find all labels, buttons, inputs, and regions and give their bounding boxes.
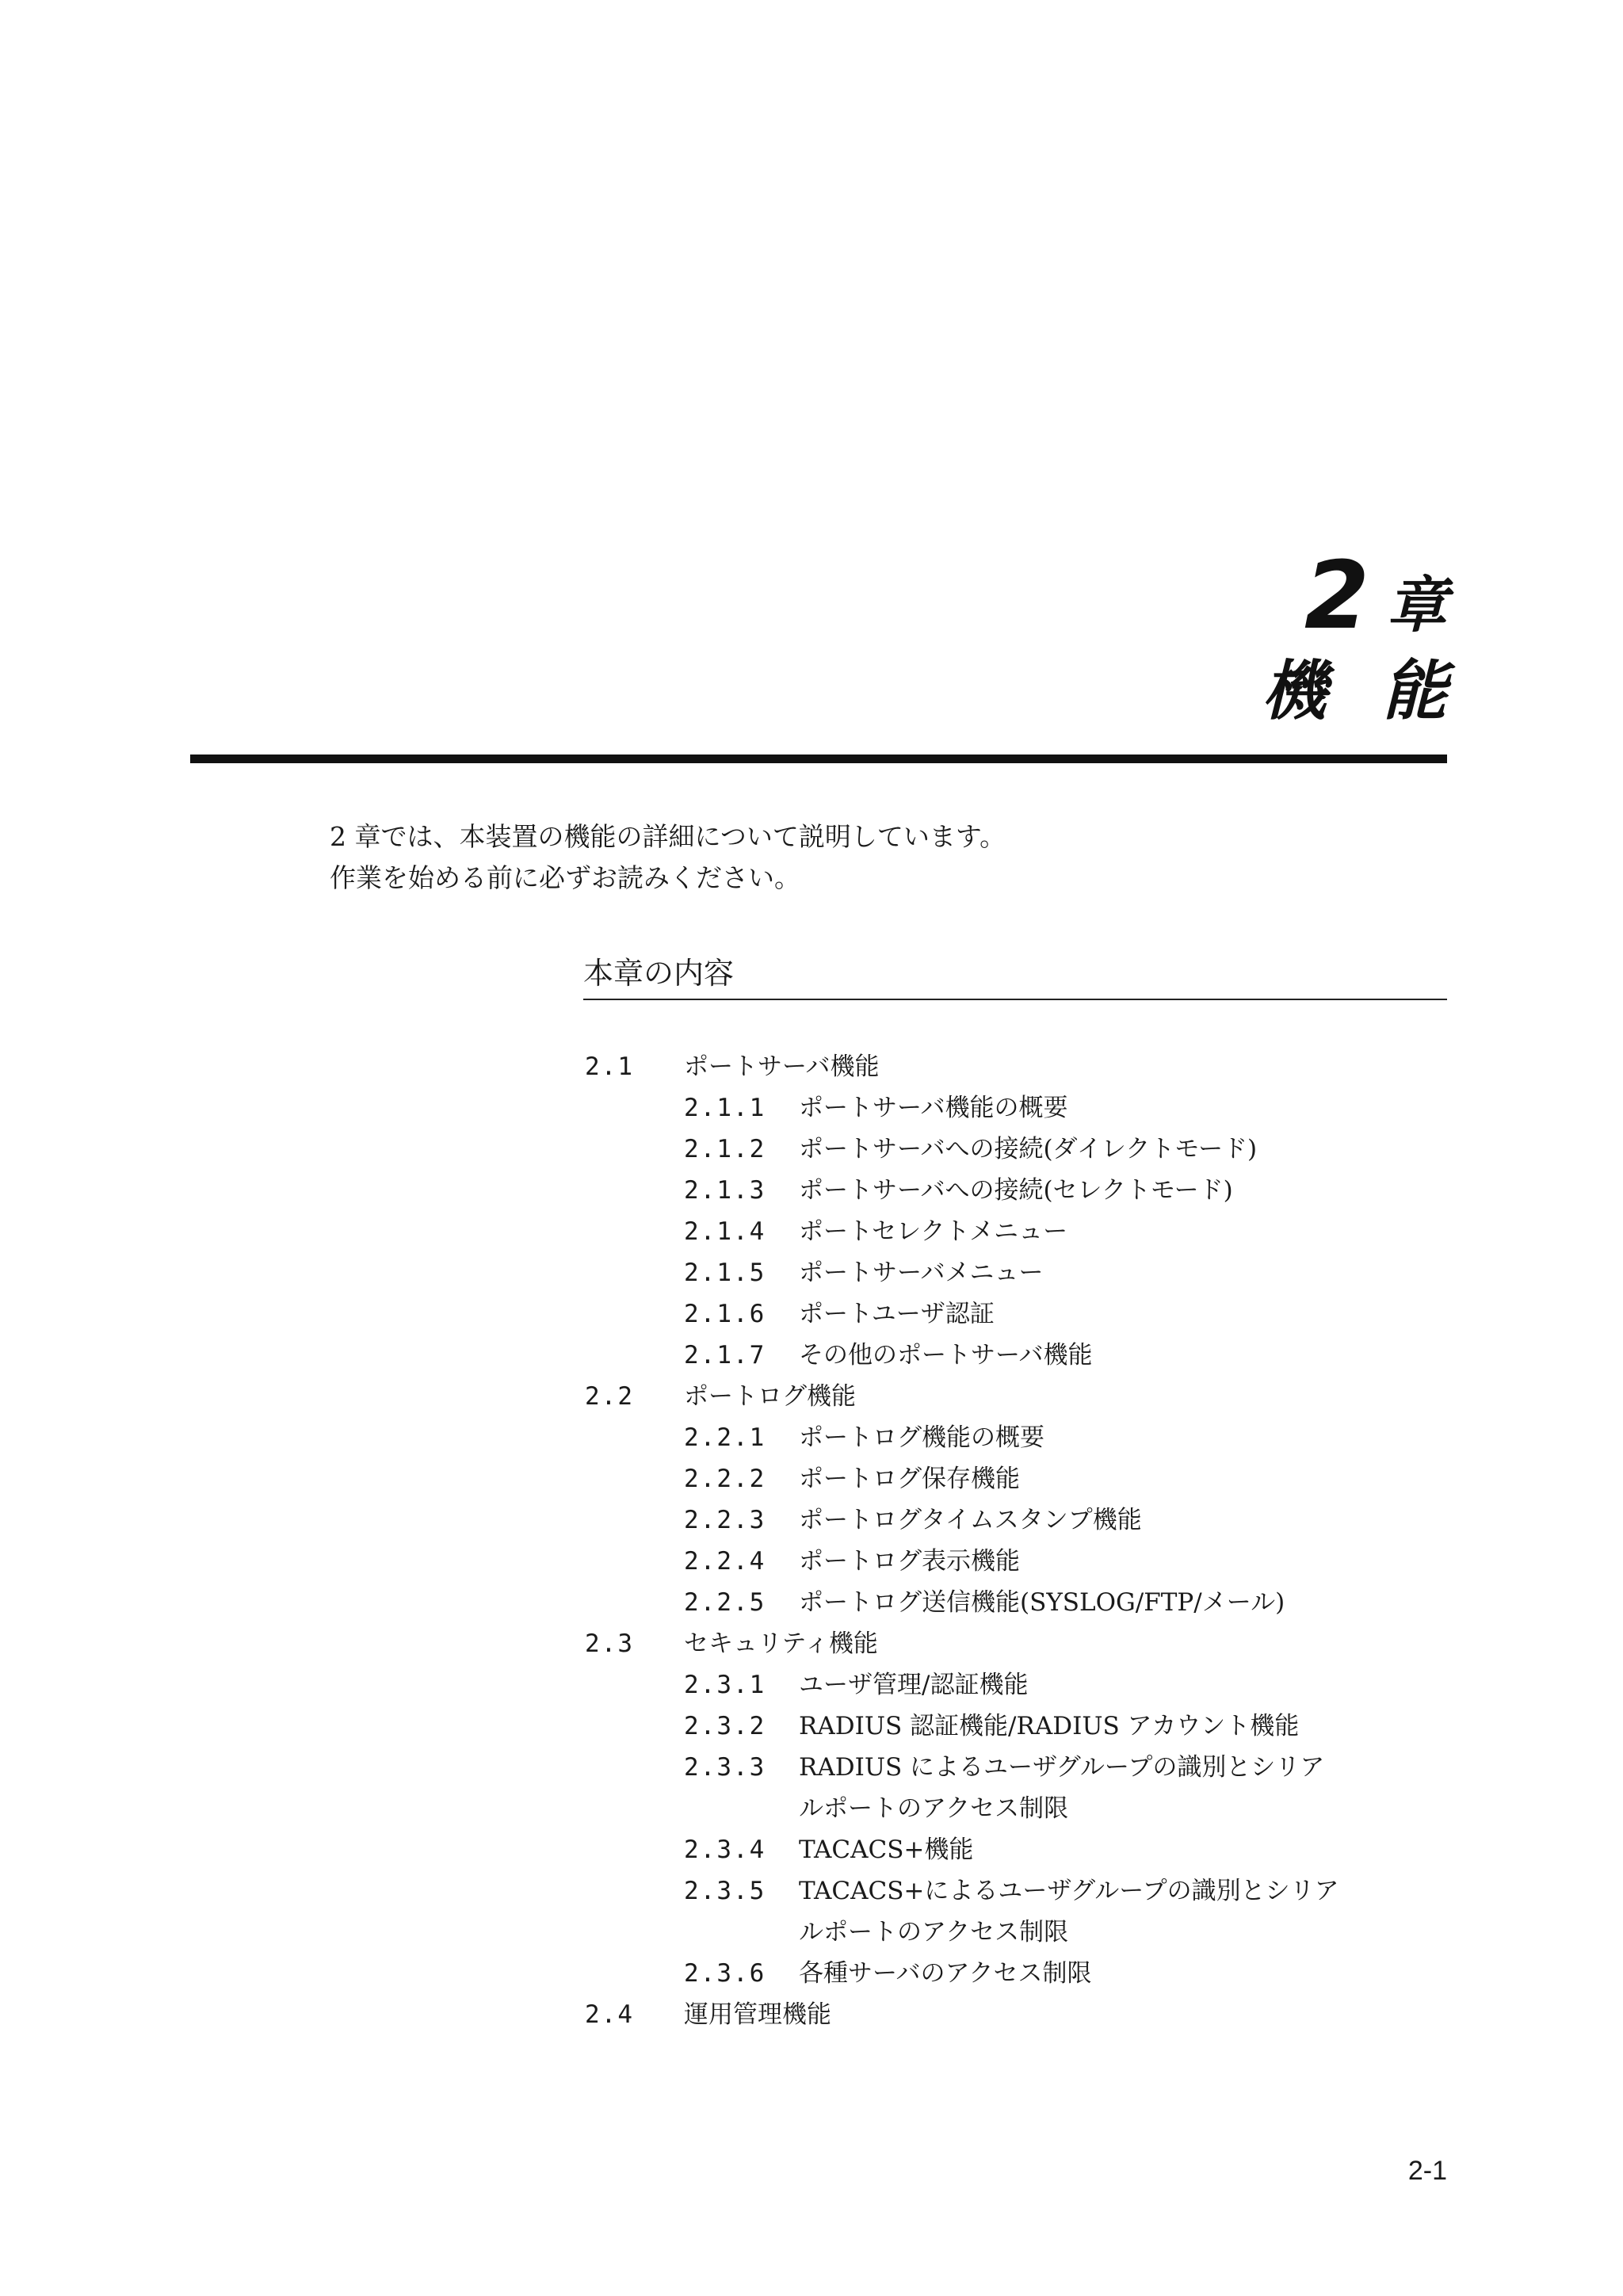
chapter-number-line (1262, 541, 1447, 650)
toc-item-title: ポートログタイムスタンプ機能 (799, 1506, 1142, 1534)
toc-item-number: 2.1.3 (684, 1176, 766, 1205)
toc-item-title: ポートログ機能の概要 (799, 1423, 1044, 1452)
intro-line-2: 作業を始める前に必ずお読みください。 (330, 862, 800, 893)
toc-item-number: 2.1.7 (684, 1341, 766, 1370)
toc-section[interactable] (585, 1376, 1449, 1417)
toc-subsection[interactable] (585, 1170, 1449, 1211)
toc-item-number: 2.1 (585, 1052, 634, 1081)
toc-item-number: 2.2.4 (684, 1547, 766, 1576)
toc-item-title: ポートログ送信機能(SYSLOG/FTP/メール) (799, 1588, 1285, 1617)
toc-subsection[interactable] (585, 1829, 1449, 1870)
toc-item-title: RADIUS によるユーザグループの識別とシリア ルポートのアクセス制限 (799, 1753, 1325, 1823)
toc-item-number: 2.2.2 (684, 1465, 766, 1493)
toc-item-title: RADIUS 認証機能/RADIUS アカウント機能 (799, 1712, 1300, 1740)
toc-heading: 本章の内容 (583, 951, 1447, 1000)
toc-item-number: 2.1.6 (684, 1300, 766, 1328)
intro-line-1: 2 章では、本装置の機能の詳細について説明しています。 (330, 821, 1006, 852)
toc-subsection[interactable] (585, 1129, 1449, 1170)
table-of-contents (585, 1046, 1449, 2035)
chapter-number: 2 (1304, 541, 1369, 650)
toc-item-number: 2.1.1 (684, 1094, 766, 1122)
toc-item-number: 2.4 (585, 2000, 634, 2029)
toc-item-number: 2.2 (585, 1382, 634, 1411)
toc-item-number: 2.3.3 (684, 1753, 766, 1782)
toc-item-title: TACACS+によるユーザグループの識別とシリア ルポートのアクセス制限 (799, 1877, 1339, 1946)
toc-item-number: 2.1.4 (684, 1217, 766, 1246)
toc-item-number: 2.3.1 (684, 1671, 766, 1699)
toc-subsection[interactable] (585, 1541, 1449, 1582)
toc-item-title: ポートログ保存機能 (799, 1465, 1020, 1493)
chapter-heading (1262, 541, 1503, 729)
toc-subsection[interactable] (585, 1582, 1449, 1623)
toc-item-title: TACACS+機能 (799, 1836, 974, 1864)
toc-subsection[interactable] (585, 1664, 1449, 1706)
toc-subsection[interactable] (585, 1870, 1449, 1953)
toc-item-number: 2.3.5 (684, 1877, 766, 1905)
toc-item-number: 2.3.2 (684, 1712, 766, 1740)
chapter-divider (190, 755, 1447, 763)
toc-item-title: ポートサーバメニュー (799, 1259, 1044, 1287)
chapter-label: 章 (1387, 570, 1447, 640)
toc-subsection[interactable] (585, 1252, 1449, 1293)
toc-item-number: 2.2.3 (684, 1506, 766, 1534)
toc-item-title: ポートユーザ認証 (799, 1300, 995, 1328)
toc-section[interactable] (585, 1046, 1449, 1087)
toc-item-number: 2.1.5 (684, 1259, 766, 1287)
toc-item-title: ポートログ表示機能 (799, 1547, 1020, 1576)
chapter-intro (330, 816, 1006, 899)
toc-subsection[interactable] (585, 1087, 1449, 1129)
chapter-title: 機能 (1262, 654, 1503, 729)
toc-item-number: 2.1.2 (684, 1135, 766, 1163)
toc-subsection[interactable] (585, 1417, 1449, 1458)
toc-item-title: ポートサーバ機能 (684, 1052, 880, 1081)
toc-item-title: ポートサーバ機能の概要 (799, 1094, 1068, 1122)
toc-subsection[interactable] (585, 1211, 1449, 1252)
toc-item-number: 2.2.5 (684, 1588, 766, 1617)
toc-item-title: ポートサーバへの接続(セレクトモード) (799, 1176, 1233, 1205)
toc-subsection[interactable] (585, 1953, 1449, 1994)
toc-item-title: セキュリティ機能 (684, 1629, 878, 1658)
toc-item-title: ポートログ機能 (684, 1382, 856, 1411)
toc-item-title: その他のポートサーバ機能 (799, 1341, 1093, 1370)
toc-item-title: 運用管理機能 (684, 2000, 831, 2029)
page-number: 2-1 (1407, 2156, 1447, 2186)
toc-subsection[interactable] (585, 1747, 1449, 1829)
toc-subsection[interactable] (585, 1458, 1449, 1499)
toc-subsection[interactable] (585, 1499, 1449, 1541)
toc-item-title: ポートサーバへの接続(ダイレクトモード) (799, 1135, 1258, 1163)
toc-subsection[interactable] (585, 1706, 1449, 1747)
toc-item-number: 2.3 (585, 1629, 634, 1658)
toc-section[interactable] (585, 1994, 1449, 2035)
toc-item-number: 2.2.1 (684, 1423, 766, 1452)
toc-item-title: ポートセレクトメニュー (799, 1217, 1068, 1246)
toc-subsection[interactable] (585, 1293, 1449, 1335)
toc-item-number: 2.3.4 (684, 1836, 766, 1864)
toc-section[interactable] (585, 1623, 1449, 1664)
toc-subsection[interactable] (585, 1335, 1449, 1376)
toc-item-title: 各種サーバのアクセス制限 (799, 1959, 1092, 1988)
toc-item-title: ユーザ管理/認証機能 (799, 1671, 1029, 1699)
toc-item-number: 2.3.6 (684, 1959, 766, 1988)
